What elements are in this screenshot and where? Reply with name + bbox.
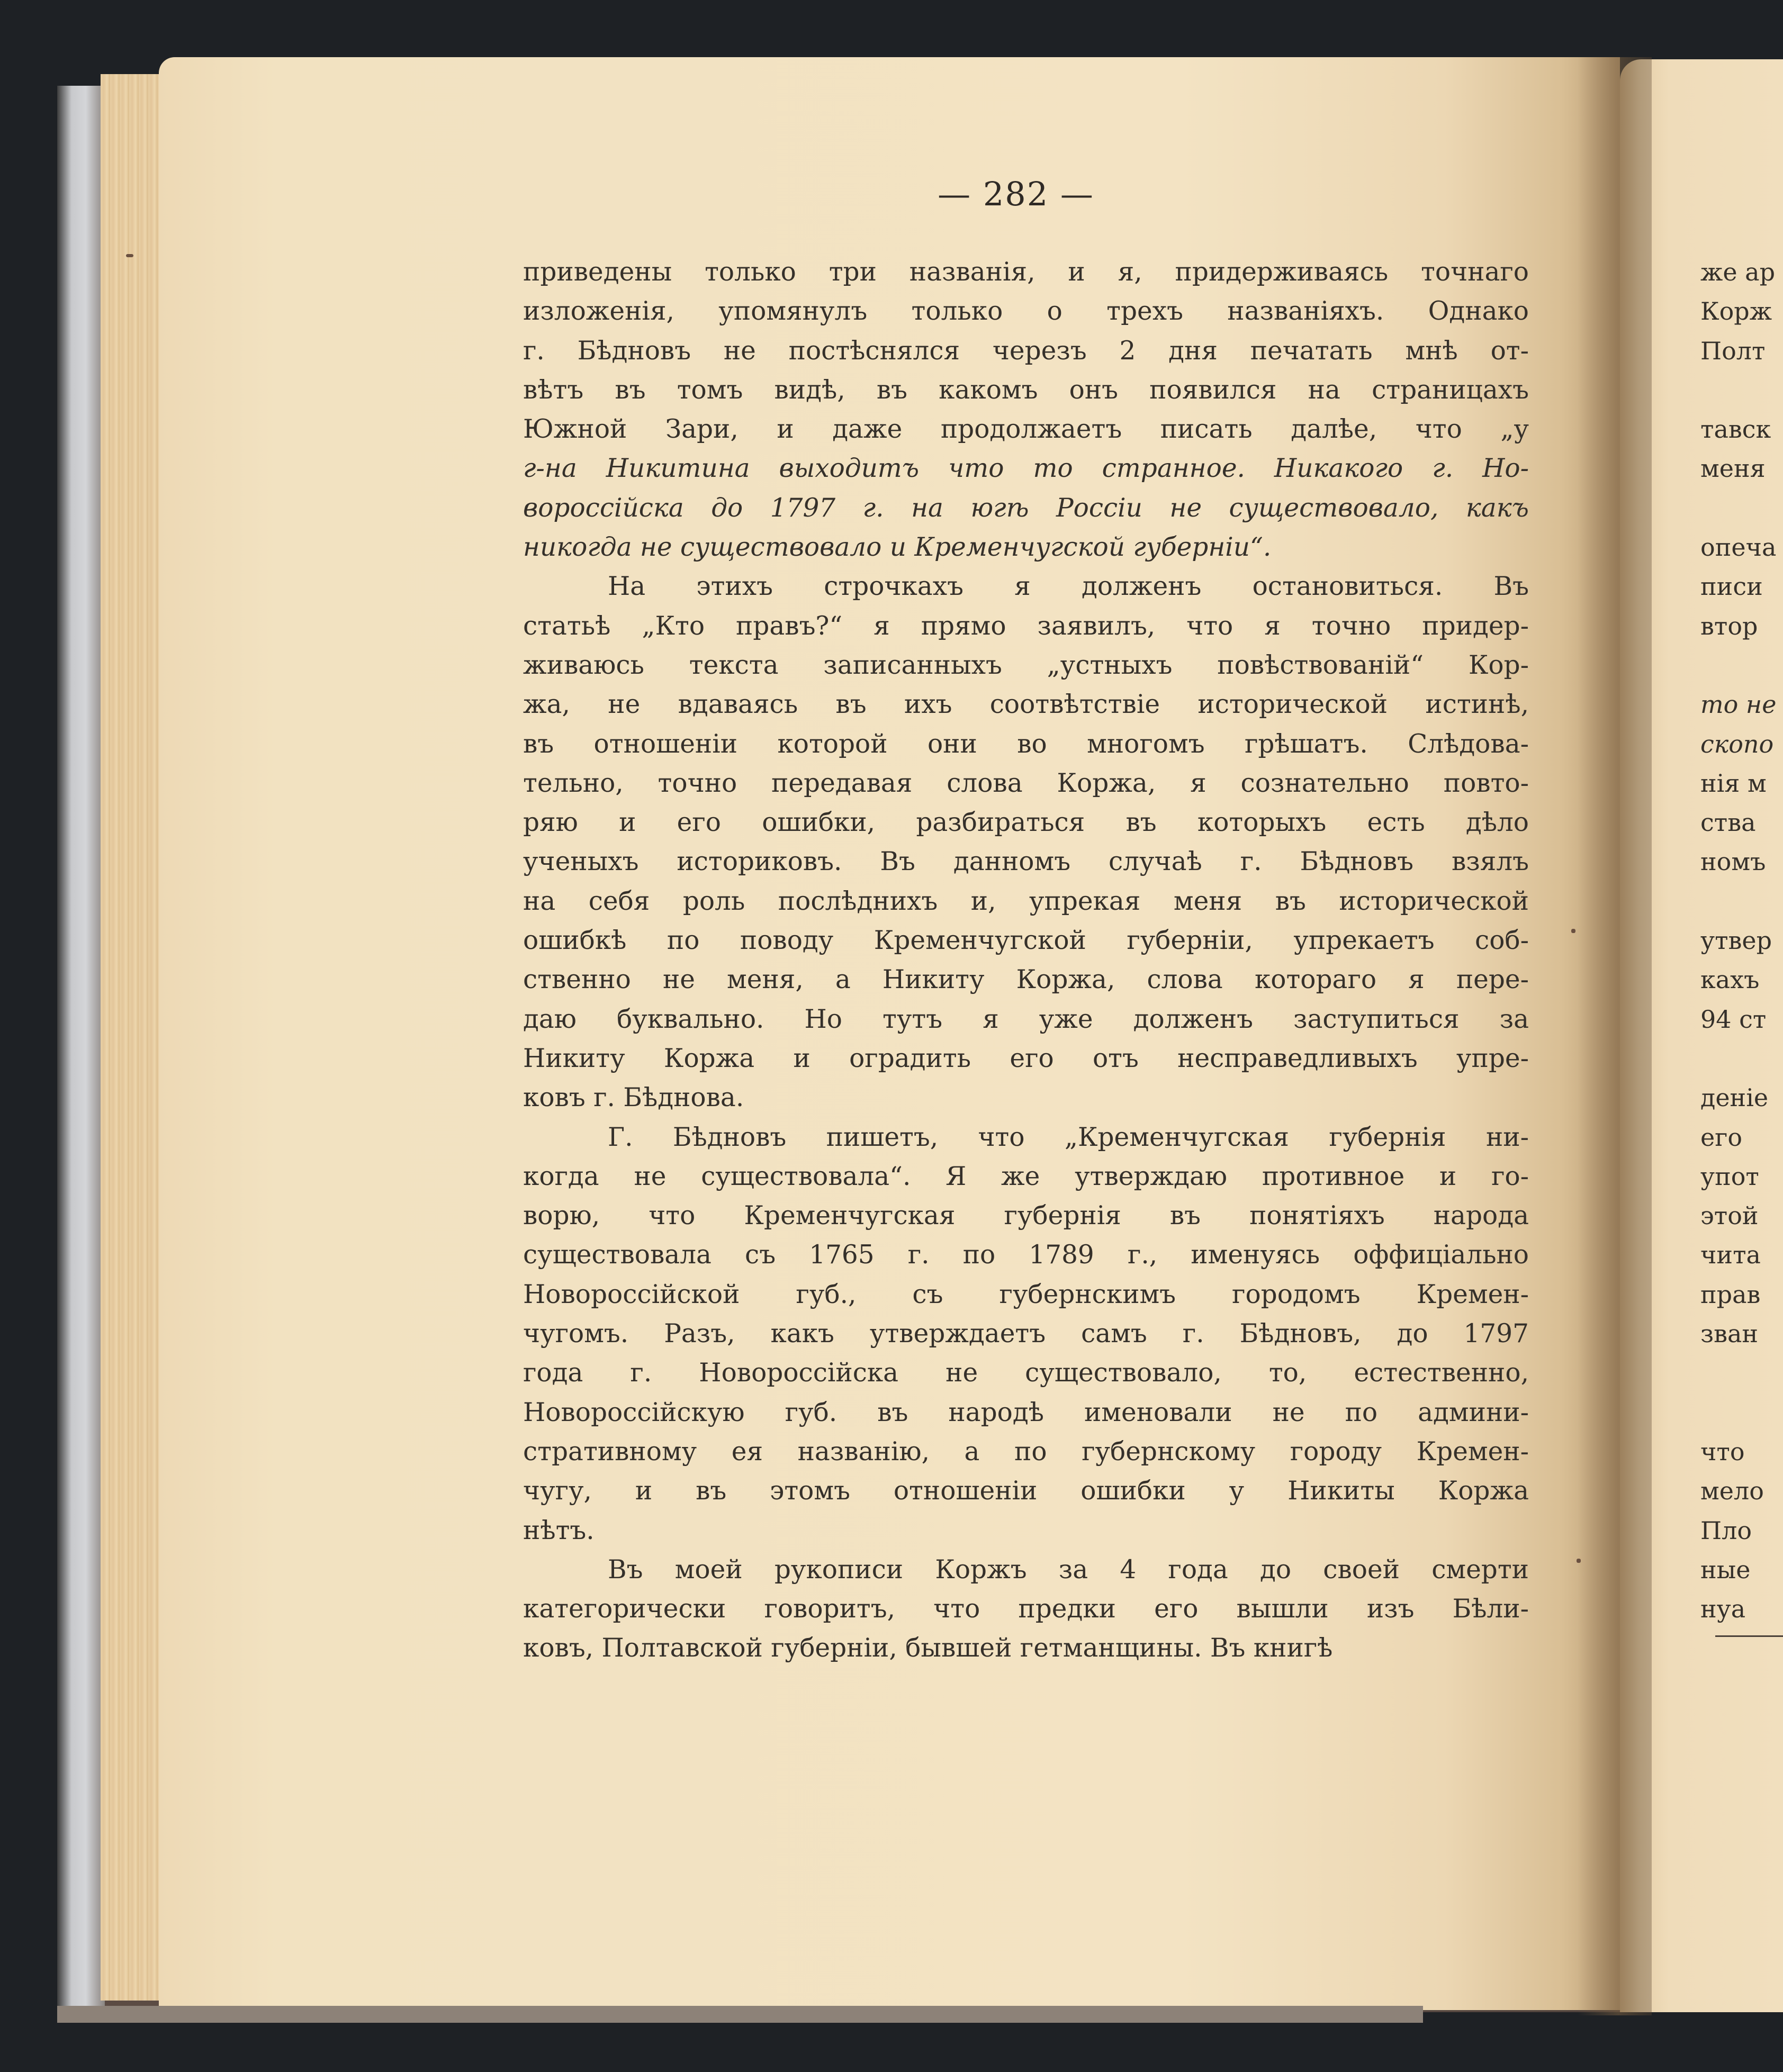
text-line: На этихъ строчкахъ я долженъ остановиться. Въ — [608, 572, 1529, 602]
text-line: мело — [1700, 1477, 1764, 1506]
text-line: опеча — [1700, 533, 1777, 562]
text-line: ворю, что Кременчугская губернія въ понятіяхъ народа — [523, 1201, 1529, 1231]
text-line: Пло — [1700, 1516, 1752, 1545]
text-line: существовала съ 1765 г. по 1789 г., именуясь оффиціально — [523, 1240, 1529, 1270]
text-line: утвер — [1700, 926, 1772, 955]
text-line: чугомъ. Разъ, какъ утверждаетъ самъ г. Бѣдновъ, до 1797 — [523, 1319, 1529, 1349]
text-line: деніе — [1700, 1083, 1769, 1112]
text-line: ства — [1700, 808, 1756, 837]
text-line: тельно, точно передавая слова Коржа, я сознательно повто- — [523, 768, 1529, 798]
text-line: даю буквально. Но тутъ я уже долженъ заступиться за — [523, 1004, 1529, 1034]
text-line: ковъ г. Бѣднова. — [523, 1083, 744, 1113]
text-line: Новороссійской губ., съ губернскимъ городомъ Кремен- — [523, 1279, 1529, 1309]
text-line — [1700, 646, 1783, 685]
text-line: его — [1700, 1123, 1743, 1152]
text-line: Г. Бѣдновъ пишетъ, что „Кременчугская губернія ни- — [608, 1122, 1529, 1152]
text-line: приведены только три названія, и я, придерживаясь точнаго — [523, 257, 1529, 287]
text-line — [1700, 1353, 1783, 1392]
text-line: нѣтъ. — [523, 1515, 595, 1545]
page-blemish — [126, 254, 133, 257]
text-line: Никиту Коржа и оградить его отъ несправедливыхъ упре- — [523, 1043, 1529, 1073]
text-line: кахъ — [1700, 965, 1760, 994]
text-line: Полт — [1700, 336, 1766, 365]
text-line: категорически говоритъ, что предки его вышли изъ Бѣли- — [523, 1594, 1529, 1624]
right-page-text — [1700, 252, 1783, 1628]
page-number: — 282 — — [938, 175, 1094, 213]
book-gutter — [1578, 57, 1652, 2015]
text-line — [1700, 882, 1783, 921]
text-line: Въ моей рукописи Коржъ за 4 года до своей смерти — [608, 1554, 1529, 1585]
text-line: втор — [1700, 611, 1758, 640]
text-line: упот — [1700, 1162, 1759, 1191]
text-line: ошибкѣ по поводу Кременчугской губерніи, упрекаетъ соб- — [523, 926, 1529, 956]
text-line: года г. Новороссійска не существовало, то, естественно, — [523, 1358, 1529, 1388]
text-line: Южной Зари, и даже продолжаетъ писать далѣе, что „у — [523, 414, 1529, 445]
text-line: вѣтъ въ томъ видѣ, въ какомъ онъ появился на страницахъ — [523, 375, 1529, 405]
text-line: ственно не меня, а Никиту Коржа, слова котораго я пере- — [523, 965, 1529, 995]
text-line: вороссійска до 1797 г. на югѣ Россіи не существовало, какъ — [523, 493, 1529, 523]
text-line: жа, не вдаваясь въ ихъ соотвѣтствіе исторической истинѣ, — [523, 690, 1529, 720]
text-line: меня — [1700, 454, 1766, 483]
text-line — [1700, 1039, 1783, 1078]
text-line: номъ — [1700, 847, 1766, 876]
text-line: зван — [1700, 1319, 1759, 1349]
text-line — [1700, 1393, 1783, 1432]
text-line: стративному ея названію, а по губернскому городу Кремен- — [523, 1436, 1529, 1467]
text-line: ковъ, Полтавской губерніи, бывшей гетманщины. Въ книгѣ — [523, 1633, 1333, 1663]
text-line: живаюсь текста записанныхъ „устныхъ повѣствованій“ Кор- — [523, 650, 1529, 680]
text-line: прав — [1700, 1280, 1761, 1309]
text-line: 94 ст — [1700, 1005, 1767, 1034]
left-page-text — [523, 252, 1529, 1668]
text-line: скопо — [1700, 729, 1774, 758]
text-line — [1700, 488, 1783, 528]
text-line: писи — [1700, 572, 1763, 601]
text-line: нуа — [1700, 1595, 1746, 1624]
page-number-row — [0, 175, 1783, 213]
text-line — [1700, 370, 1783, 410]
text-line: никогда не существовало и Кременчугской губерніи“. — [523, 532, 1272, 563]
text-line: ученыхъ историковъ. Въ данномъ случаѣ г. Бѣдновъ взялъ — [523, 847, 1529, 877]
text-line: то не — [1700, 690, 1777, 719]
page-blemish — [1571, 929, 1575, 933]
text-line: г. Бѣдновъ не постѣснялся черезъ 2 дня печатать мнѣ от- — [523, 336, 1529, 366]
text-line: тавск — [1700, 415, 1771, 444]
footnote-rule — [1715, 1635, 1783, 1637]
text-line: же ар — [1700, 258, 1776, 286]
text-line: г-на Никитина выходитъ что то странное. Никакого г. Но- — [523, 454, 1529, 484]
text-line: Новороссійскую губ. въ народѣ именовали не по админи- — [523, 1397, 1529, 1427]
text-line: когда не существовала“. Я же утверждаю противное и го- — [523, 1161, 1529, 1191]
text-line: ряю и его ошибки, разбираться въ которыхъ есть дѣло — [523, 808, 1529, 838]
text-line: изложенія, упомянулъ только о трехъ названіяхъ. Однако — [523, 296, 1529, 327]
text-line: нія м — [1700, 768, 1767, 798]
text-line: чита — [1700, 1241, 1761, 1270]
cover-edge — [57, 86, 105, 2012]
page-blemish — [1577, 1559, 1581, 1563]
text-line: въ отношеніи которой они во многомъ грѣшатъ. Слѣдова- — [523, 729, 1529, 759]
text-line: этой — [1700, 1201, 1759, 1230]
text-line: ные — [1700, 1555, 1751, 1584]
text-line: чугу, и въ этомъ отношеніи ошибки у Никиты Коржа — [523, 1476, 1529, 1506]
text-line: Корж — [1700, 297, 1772, 326]
cover-bottom-edge — [57, 2006, 1423, 2023]
text-line: что — [1700, 1437, 1745, 1466]
text-line: статьѣ „Кто правъ?“ я прямо заявилъ, что я точно придер- — [523, 611, 1529, 641]
text-line: на себя роль послѣднихъ и, упрекая меня въ исторической — [523, 886, 1529, 916]
